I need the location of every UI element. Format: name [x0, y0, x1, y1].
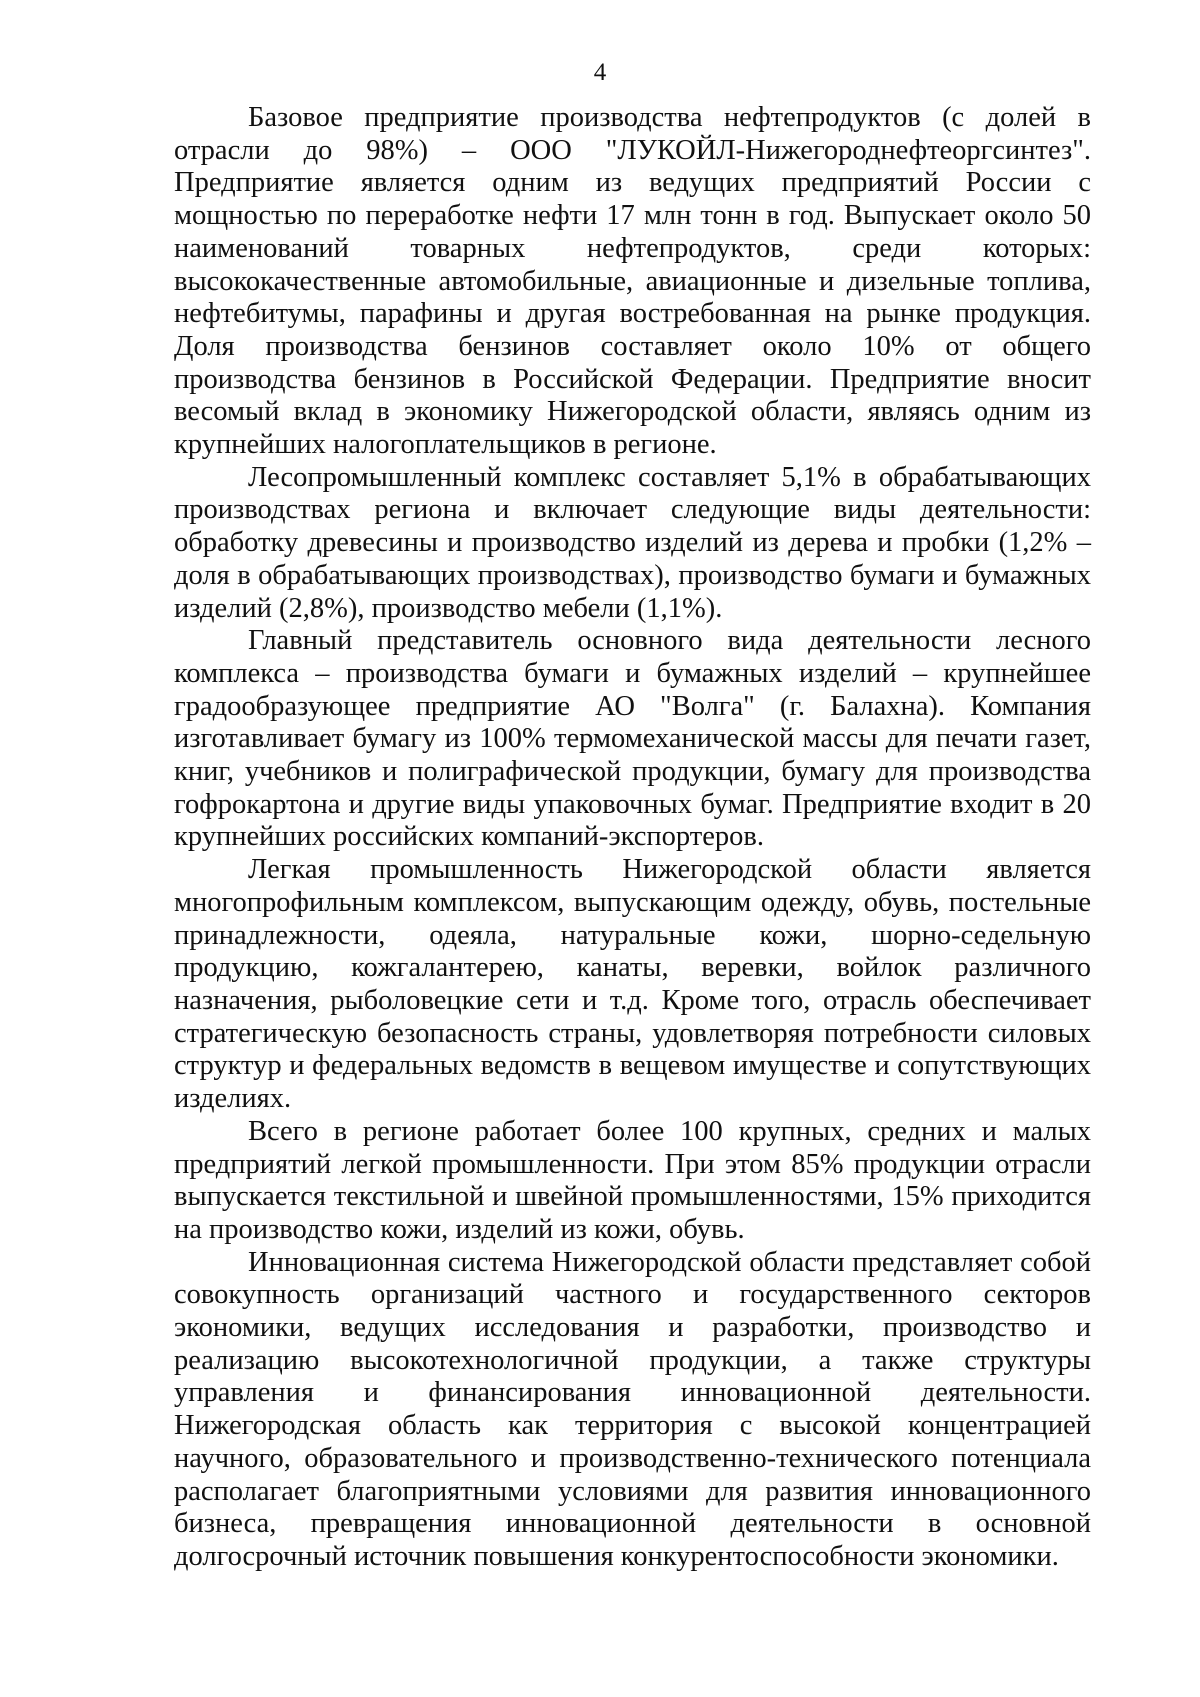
paragraph-light-industry: Легкая промышленность Нижегородской области является многопрофильным комплексом, выпускающим одежду, обувь, постельные принадлежности, одеяла, натуральные кожи, шорно-седельную продукцию, кожгалантерею, канаты, веревки, войлок различного назначения, рыболовецкие сети и т.д. Кроме того, отрасль обеспечивает стратегическую безопасность страны, удовлетворяя потребности силовых структур и федеральных ведомств в вещевом имуществе и сопутствующих изделиях.	[174, 854, 1091, 1115]
page-number: 4	[593, 59, 607, 86]
document-body	[174, 102, 1091, 1574]
paragraph-innovation-system: Инновационная система Нижегородской области представляет собой совокупность организаций частного и государственного секторов экономики, ведущих исследования и разработки, производство и реализацию высокотехнологичной продукции, а также структуры управления и финансирования инновационной деятельности. Нижегородская область как территория с высокой концентрацией научного, образовательного и производственно-технического потенциала располагает благоприятными условиями для развития инновационного бизнеса, превращения инновационной деятельности в основной долгосрочный источник повышения конкурентоспособности экономики.	[174, 1246, 1091, 1572]
paragraph-light-industry-enterprises: Всего в регионе работает более 100 крупных, средних и малых предприятий легкой промышленности. При этом 85% продукции отрасли выпускается текстильной и швейной промышленностями, 15% приходится на производство кожи, изделий из кожи, обувь.	[174, 1115, 1091, 1245]
paragraph-oil-refining: Базовое предприятие производства нефтепродуктов (с долей в отрасли до 98%) – ООО "ЛУКОЙЛ-Нижегороднефтеоргсинтез". Предприятие является одним из ведущих предприятий России с мощностью по переработке нефти 17 млн тонн в год. Выпускает около 50 наименований товарных нефтепродуктов, среди которых: высококачественные автомобильные, авиационные и дизельные топлива, нефтебитумы, парафины и другая востребованная на рынке продукция. Доля производства бензинов составляет около 10% от общего производства бензинов в Российской Федерации. Предприятие вносит весомый вклад в экономику Нижегородской области, являясь одним из крупнейших налогоплательщиков в регионе.	[174, 102, 1091, 461]
paragraph-timber-complex: Лесопромышленный комплекс составляет 5,1% в обрабатывающих производствах региона и включает следующие виды деятельности: обработку древесины и производство изделий из дерева и пробки (1,2% – доля в обрабатывающих производствах), производство бумаги и бумажных изделий (2,8%), производство мебели (1,1%).	[174, 461, 1091, 624]
paragraph-paper-producer: Главный представитель основного вида деятельности лесного комплекса – производства бумаги и бумажных изделий – крупнейшее градообразующее предприятие АО "Волга" (г. Балахна). Компания изготавливает бумагу из 100% термомеханической массы для печати газет, книг, учебников и полиграфической продукции, бумагу для производства гофрокартона и другие виды упаковочных бумаг. Предприятие входит в 20 крупнейших российских компаний-экспортеров.	[174, 625, 1091, 853]
